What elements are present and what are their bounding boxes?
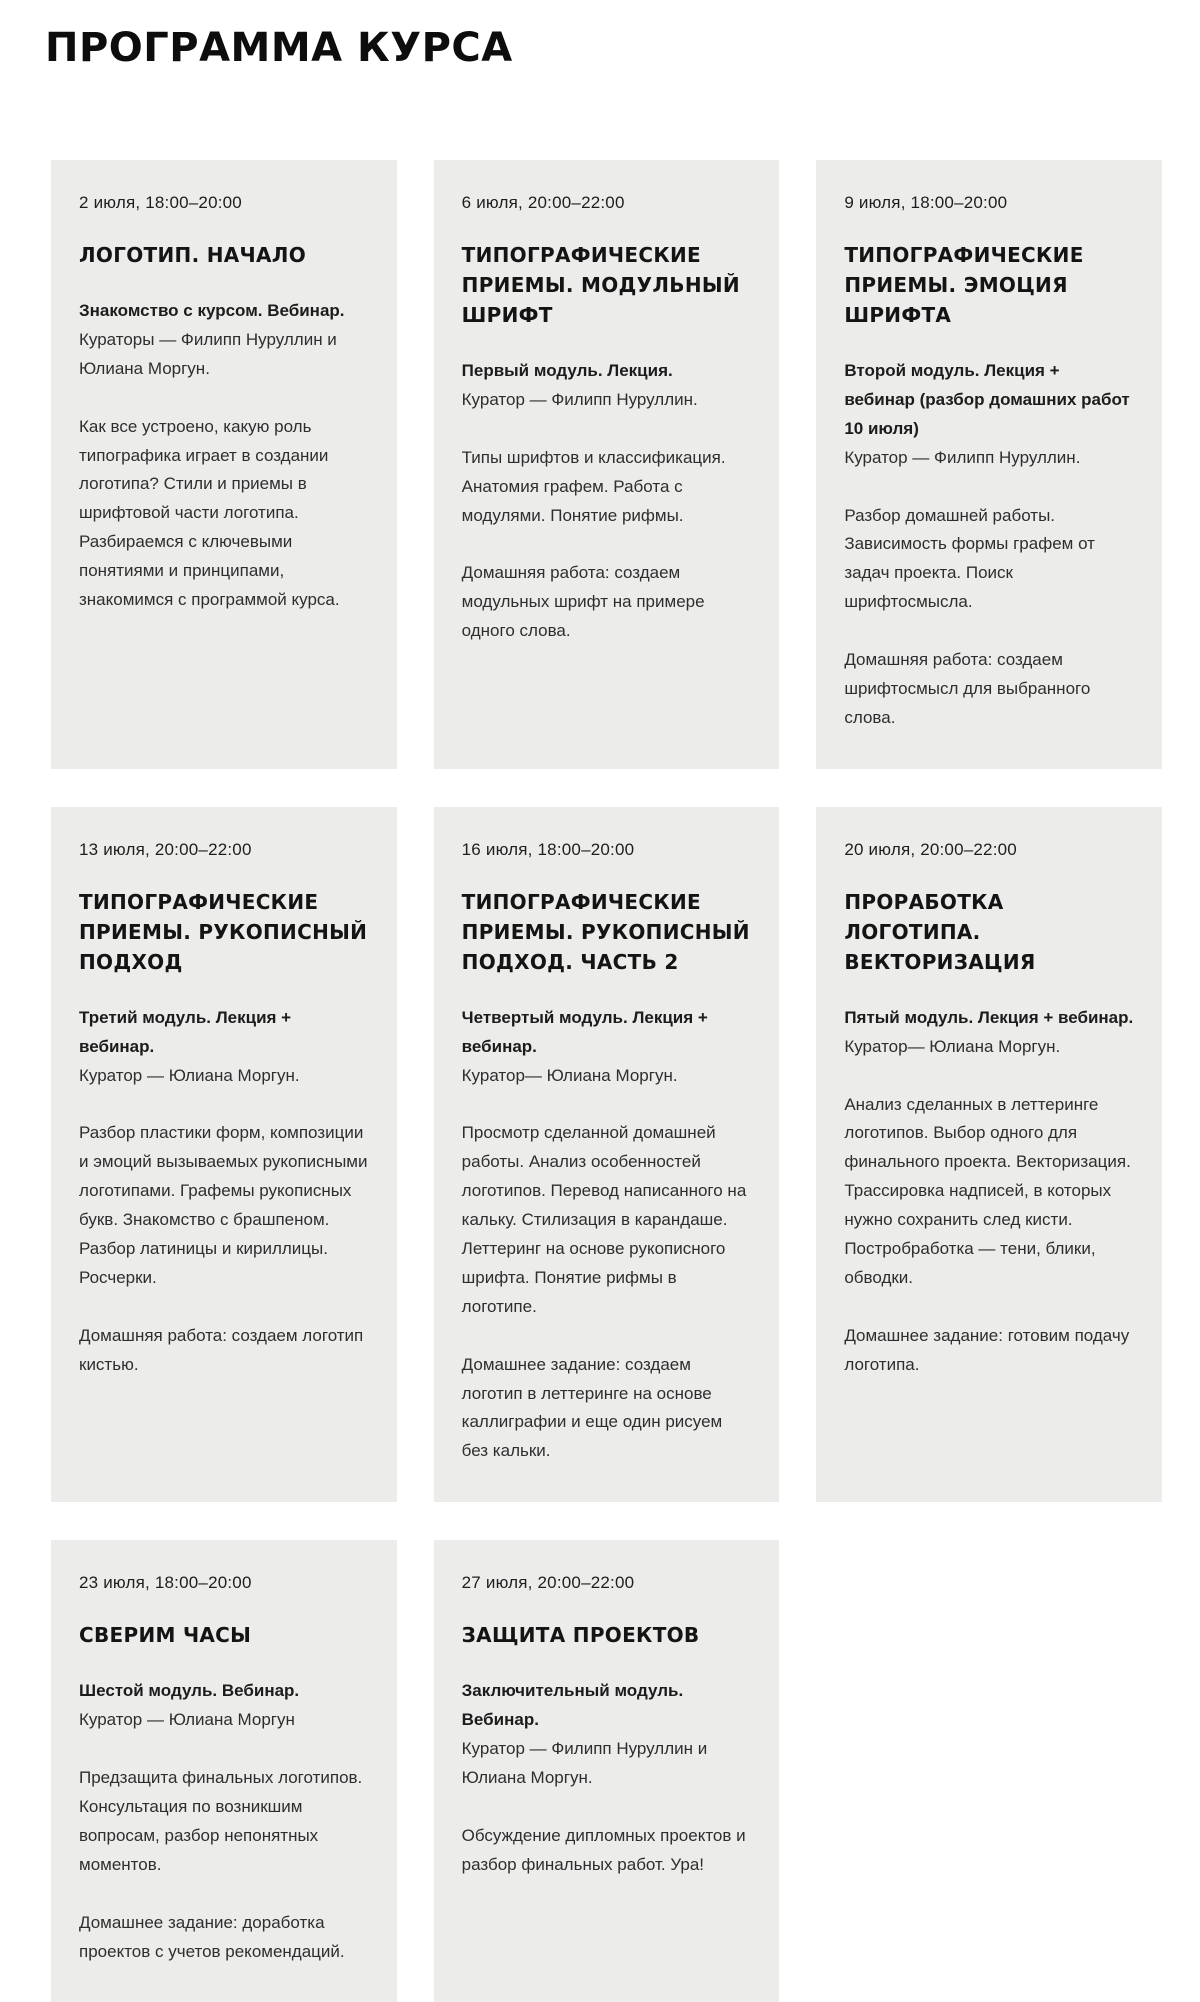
card-module: Шестой модуль. Вебинар. [79,1681,300,1701]
card-module-block [844,1004,1134,1062]
card-module-block [79,1677,369,1735]
card-module: Второй модуль. Лекция + вебинар (разбор домашних работ 10 июля) [844,361,1130,438]
card-curator: Куратор — Юлиана Моргун [79,1710,295,1730]
card-homework: Домашнее задание: создаем логотип в леттеринге на основе каллиграфии и еще один рисуем без кальки. [461,1354,723,1461]
card-module: Первый модуль. Лекция. [461,361,673,380]
card-curator: Куратор — Юлиана Моргун. [79,1065,300,1085]
card-date: 9 июля, 18:00–20:00 [844,193,1008,212]
card-curator: Куратор — Филипп Нуруллин. [461,389,698,409]
card-description: Типы шрифтов и классификация. Анатомия графем. Работа с модулями. Понятие рифмы. [461,447,726,525]
card-date: 20 июля, 20:00–22:00 [844,839,1017,859]
card-module: Пятый модуль. Лекция + вебинар. [844,1007,1134,1027]
course-card [51,160,397,769]
course-card [434,807,780,1502]
card-curator: Куратор— Юлиана Моргун. [461,1065,678,1085]
card-title: СВЕРИМ ЧАСЫ [79,1623,252,1648]
card-date: 23 июля, 18:00–20:00 [79,1573,252,1593]
card-module: Третий модуль. Лекция + вебинар. [79,1007,292,1056]
card-date: 27 июля, 20:00–22:00 [461,1573,635,1593]
card-date: 6 июля, 20:00–22:00 [461,193,625,212]
card-homework: Домашнее задание: готовим подачу логотипа. [844,1325,1130,1374]
card-title: ПРОРАБОТКА ЛОГОТИПА. ВЕКТОРИЗАЦИЯ [844,889,1036,974]
card-module: Знакомство с курсом. Вебинар. [79,301,345,320]
course-card [434,160,780,769]
card-description: Как все устроено, какую роль типографика играет в создании логотипа? Стили и приемы в шрифтовой части логотипа. Разбираемся с ключевыми понятиями и принципами, знакомимся с программой курса. [79,416,340,610]
card-module-block [462,357,752,415]
card-homework: Домашняя работа: создаем модульных шрифт на примере одного слова. [461,563,705,641]
card-module-block [462,1677,752,1793]
course-card [51,807,397,1502]
card-date: 13 июля, 20:00–22:00 [79,839,252,859]
course-grid [51,160,1162,2002]
card-module: Четвертый модуль. Лекция + вебинар. [461,1007,708,1056]
course-card [816,807,1162,1502]
card-curator: Кураторы — Филипп Нуруллин и Юлиана Моргун. [79,329,337,378]
card-date: 2 июля, 18:00–20:00 [79,193,242,212]
card-title: ТИПОГРАФИЧЕСКИЕ ПРИЕМЫ. ЭМОЦИЯ ШРИФТА [844,243,1084,327]
page-title: ПРОГРАММА КУРСА [45,25,513,71]
course-card [434,1540,780,2002]
card-description: Анализ сделанных в леттеринге логотипов. Выбор одного для финального проекта. Векторизация. Трассировка надписей, в которых нужно сохранить след кисти. Постробработка — тени, блики, обводки. [844,1094,1131,1287]
card-module-block [844,357,1134,473]
card-title: ЗАЩИТА ПРОЕКТОВ [461,1623,700,1648]
card-description: Обсуждение дипломных проектов и разбор финальных работ. Ура! [461,1825,746,1874]
card-title: ТИПОГРАФИЧЕСКИЕ ПРИЕМЫ. РУКОПИСНЫЙ ПОДХОД [79,889,368,974]
card-date: 16 июля, 18:00–20:00 [461,839,635,859]
card-curator: Куратор — Филипп Нуруллин. [844,447,1081,467]
card-title: ЛОГОТИП. НАЧАЛО [79,243,307,267]
card-curator: Куратор — Филипп Нуруллин и Юлиана Моргун. [461,1739,708,1787]
card-description: Просмотр сделанной домашней работы. Анализ особенностей логотипов. Перевод написанного на кальку. Стилизация в карандаше. Леттеринг на основе рукописного шрифта. Понятие рифмы в логотипе. [461,1123,747,1316]
course-card [816,160,1162,769]
card-module-block [462,1004,752,1091]
card-homework: Домашнее задание: доработка проектов с учетов рекомендаций. [79,1912,345,1961]
card-module: Заключительный модуль. Вебинар. [461,1681,684,1730]
course-card [51,1540,397,2002]
card-curator: Куратор— Юлиана Моргун. [844,1036,1061,1056]
card-description: Разбор домашней работы. Зависимость формы графем от задач проекта. Поиск шрифтосмысла. [844,505,1095,612]
card-title: ТИПОГРАФИЧЕСКИЕ ПРИЕМЫ. РУКОПИСНЫЙ ПОДХОД. ЧАСТЬ 2 [461,889,750,974]
card-description: Предзащита финальных логотипов. Консультация по возникшим вопросам, разбор непонятных моментов. [79,1768,363,1874]
card-module-block [79,297,369,384]
card-homework: Домашняя работа: создаем шрифтосмысл для выбранного слова. [844,650,1091,727]
card-homework: Домашняя работа: создаем логотип кистью. [79,1325,364,1374]
card-description: Разбор пластики форм, композиции и эмоций вызываемых рукописными логотипами. Графемы рукописных букв. Знакомство с брашпеном. Разбор латиницы и кириллицы. Росчерки. [79,1123,368,1287]
card-title: ТИПОГРАФИЧЕСКИЕ ПРИЕМЫ. МОДУЛЬНЫЙ ШРИФТ [461,243,740,327]
card-module-block [79,1004,369,1091]
